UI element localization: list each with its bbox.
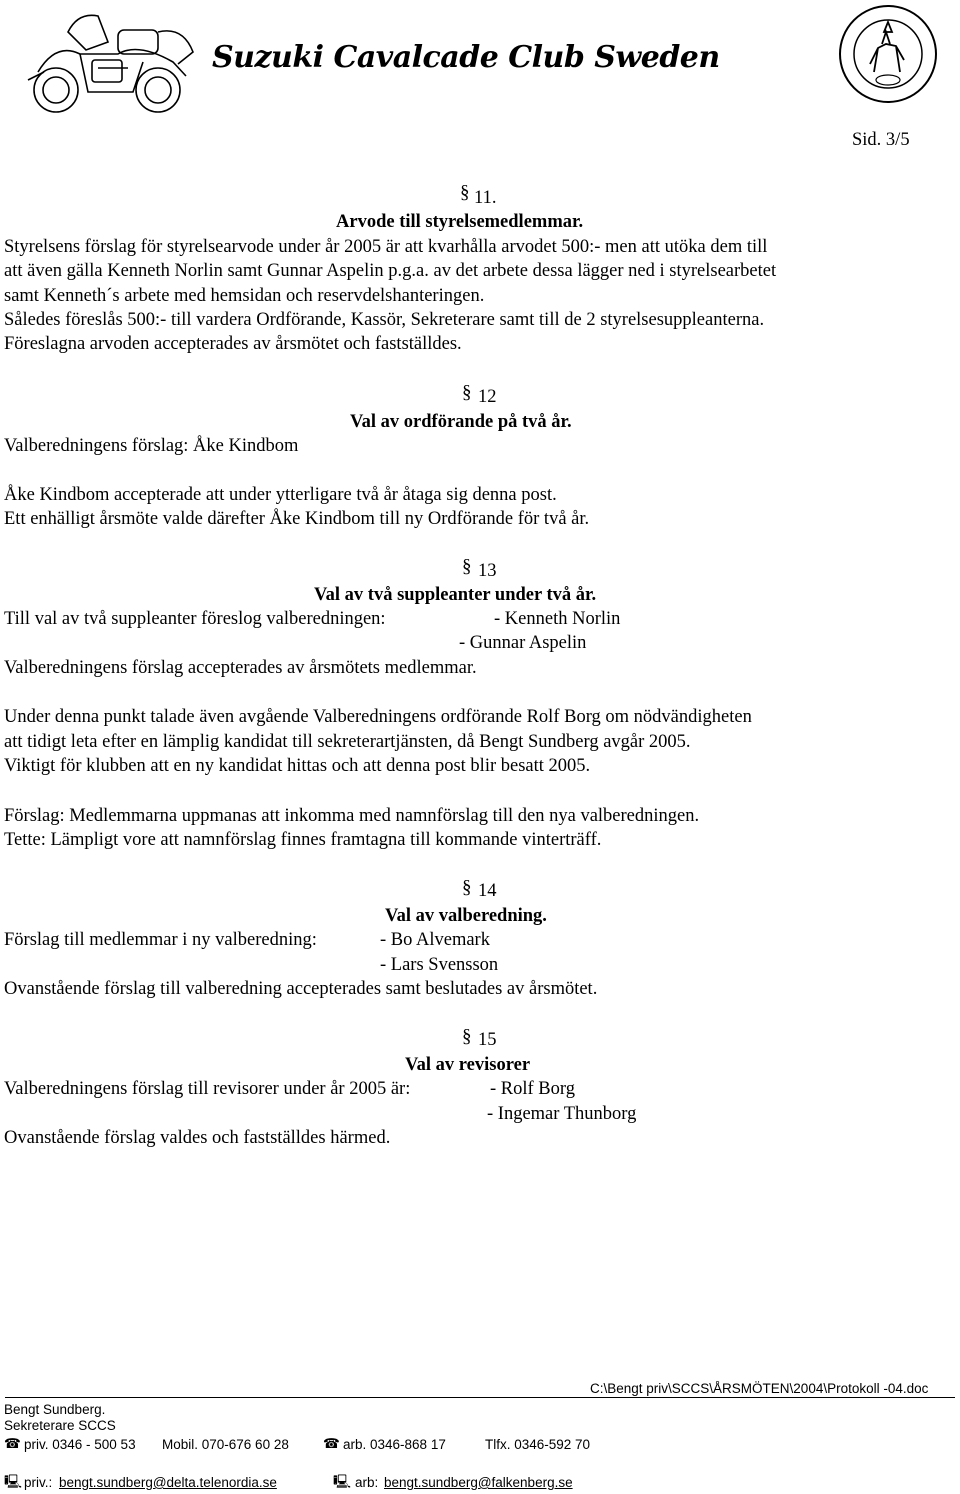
page-number: Sid. 3/5 (852, 130, 910, 150)
list-item: - Rolf Borg (490, 1079, 575, 1099)
mobile-number: Mobil. 070-676 60 28 (162, 1437, 289, 1452)
email-work-link[interactable]: bengt.sundberg@falkenberg.se (384, 1475, 573, 1490)
section-number-14: 14 (478, 881, 497, 901)
paragraph-line: Förslag: Medlemmarna uppmanas att inkomma med namnförslag till den nya valberedningen. (4, 806, 700, 826)
section-heading-14: Val av valberedning. (385, 906, 547, 926)
footer-divider (5, 1397, 955, 1398)
section-number-13: 13 (478, 561, 497, 581)
phone-work: arb. 0346-868 17 (343, 1437, 446, 1452)
paragraph-line: samt Kenneth´s arbete med hemsidan och reservdelshanteringen. (4, 286, 485, 306)
list-item: - Gunnar Aspelin (459, 633, 587, 653)
computer-icon: 🖳 (4, 1474, 23, 1489)
email-priv-label: priv.: (24, 1475, 53, 1490)
section-symbol-13: § (462, 556, 472, 577)
section-symbol-12: § (462, 382, 472, 403)
paragraph-line: Förslag till medlemmar i ny valberedning: (4, 930, 317, 950)
club-seal-logo (826, 2, 946, 106)
phone-icon: ☎ (323, 1436, 340, 1451)
paragraph-line: Valberedningens förslag till revisorer under år 2005 är: (4, 1079, 411, 1099)
paragraph-line: Styrelsens förslag för styrelsearvode under år 2005 är att kvarhålla arvodet 500:- men att utöka dem till (4, 237, 768, 257)
paragraph-line: Under denna punkt talade även avgående Valberedningens ordförande Rolf Borg om nödvändigheten (4, 707, 752, 727)
paragraph-line: Ovanstående förslag till valberedning accepterades samt beslutades av årsmötet. (4, 979, 598, 999)
section-heading-15: Val av revisorer (405, 1055, 531, 1075)
section-heading-12: Val av ordförande på två år. (350, 412, 572, 432)
paragraph-line: att tidigt leta efter en lämplig kandidat till sekreterartjänsten, då Bengt Sundberg avgår 2005. (4, 732, 691, 752)
paragraph-line: Valberedningens förslag accepterades av årsmötets medlemmar. (4, 658, 477, 678)
section-heading-11: Arvode till styrelsemedlemmar. (336, 212, 584, 232)
paragraph-line: Tette: Lämpligt vore att namnförslag finnes framtagna till kommande vinterträff. (4, 830, 602, 850)
section-heading-13: Val av två suppleanter under två år. (314, 585, 597, 605)
paragraph-line: att även gälla Kenneth Norlin samt Gunnar Aspelin p.g.a. av det arbete dessa lägger ned i styrelsearbetet (4, 261, 777, 281)
paragraph-line: Valberedningens förslag: Åke Kindbom (4, 436, 299, 456)
computer-icon: 🖳 (333, 1474, 352, 1489)
section-symbol-15: § (462, 1026, 472, 1047)
phone-priv: priv. 0346 - 500 53 (24, 1437, 136, 1452)
file-path: C:\Bengt priv\SCCS\ÅRSMÖTEN\2004\Protokoll -04.doc (590, 1381, 929, 1396)
section-number-11: 11. (474, 188, 497, 208)
list-item: - Ingemar Thunborg (487, 1104, 637, 1124)
phone-icon: ☎ (4, 1436, 21, 1451)
list-item: - Kenneth Norlin (494, 609, 621, 629)
fax-number: Tlfx. 0346-592 70 (485, 1437, 591, 1452)
club-title: Suzuki Cavalcade Club Sweden (212, 40, 720, 75)
footer-author: Bengt Sundberg. (4, 1402, 106, 1417)
paragraph-line: Således föreslås 500:- till vardera Ordförande, Kassör, Sekreterare samt till de 2 styrelsesuppleanterna. (4, 310, 765, 330)
motorcycle-logo-icon (8, 2, 208, 120)
paragraph-line: Viktigt för klubben att en ny kandidat hittas och att denna post blir besatt 2005. (4, 756, 591, 776)
paragraph-line: Ett enhälligt årsmöte valde därefter Åke Kindbom till ny Ordförande för två år. (4, 509, 590, 529)
section-symbol-14: § (462, 877, 472, 898)
email-work-label: arb: (355, 1475, 379, 1490)
section-number-15: 15 (478, 1030, 497, 1050)
paragraph-line: Ovanstående förslag valdes och fastställdes härmed. (4, 1128, 391, 1148)
paragraph-line: Till val av två suppleanter föreslog valberedningen: (4, 609, 386, 629)
paragraph-line: Åke Kindbom accepterade att under ytterligare två år åtaga sig denna post. (4, 485, 557, 505)
list-item: - Lars Svensson (380, 955, 499, 975)
footer-role: Sekreterare SCCS (4, 1418, 116, 1433)
email-priv-link[interactable]: bengt.sundberg@delta.telenordia.se (59, 1475, 277, 1490)
section-symbol-11: § (460, 182, 470, 203)
list-item: - Bo Alvemark (380, 930, 490, 950)
paragraph-line: Föreslagna arvoden accepterades av årsmötet och fastställdes. (4, 334, 462, 354)
section-number-12: 12 (478, 387, 497, 407)
